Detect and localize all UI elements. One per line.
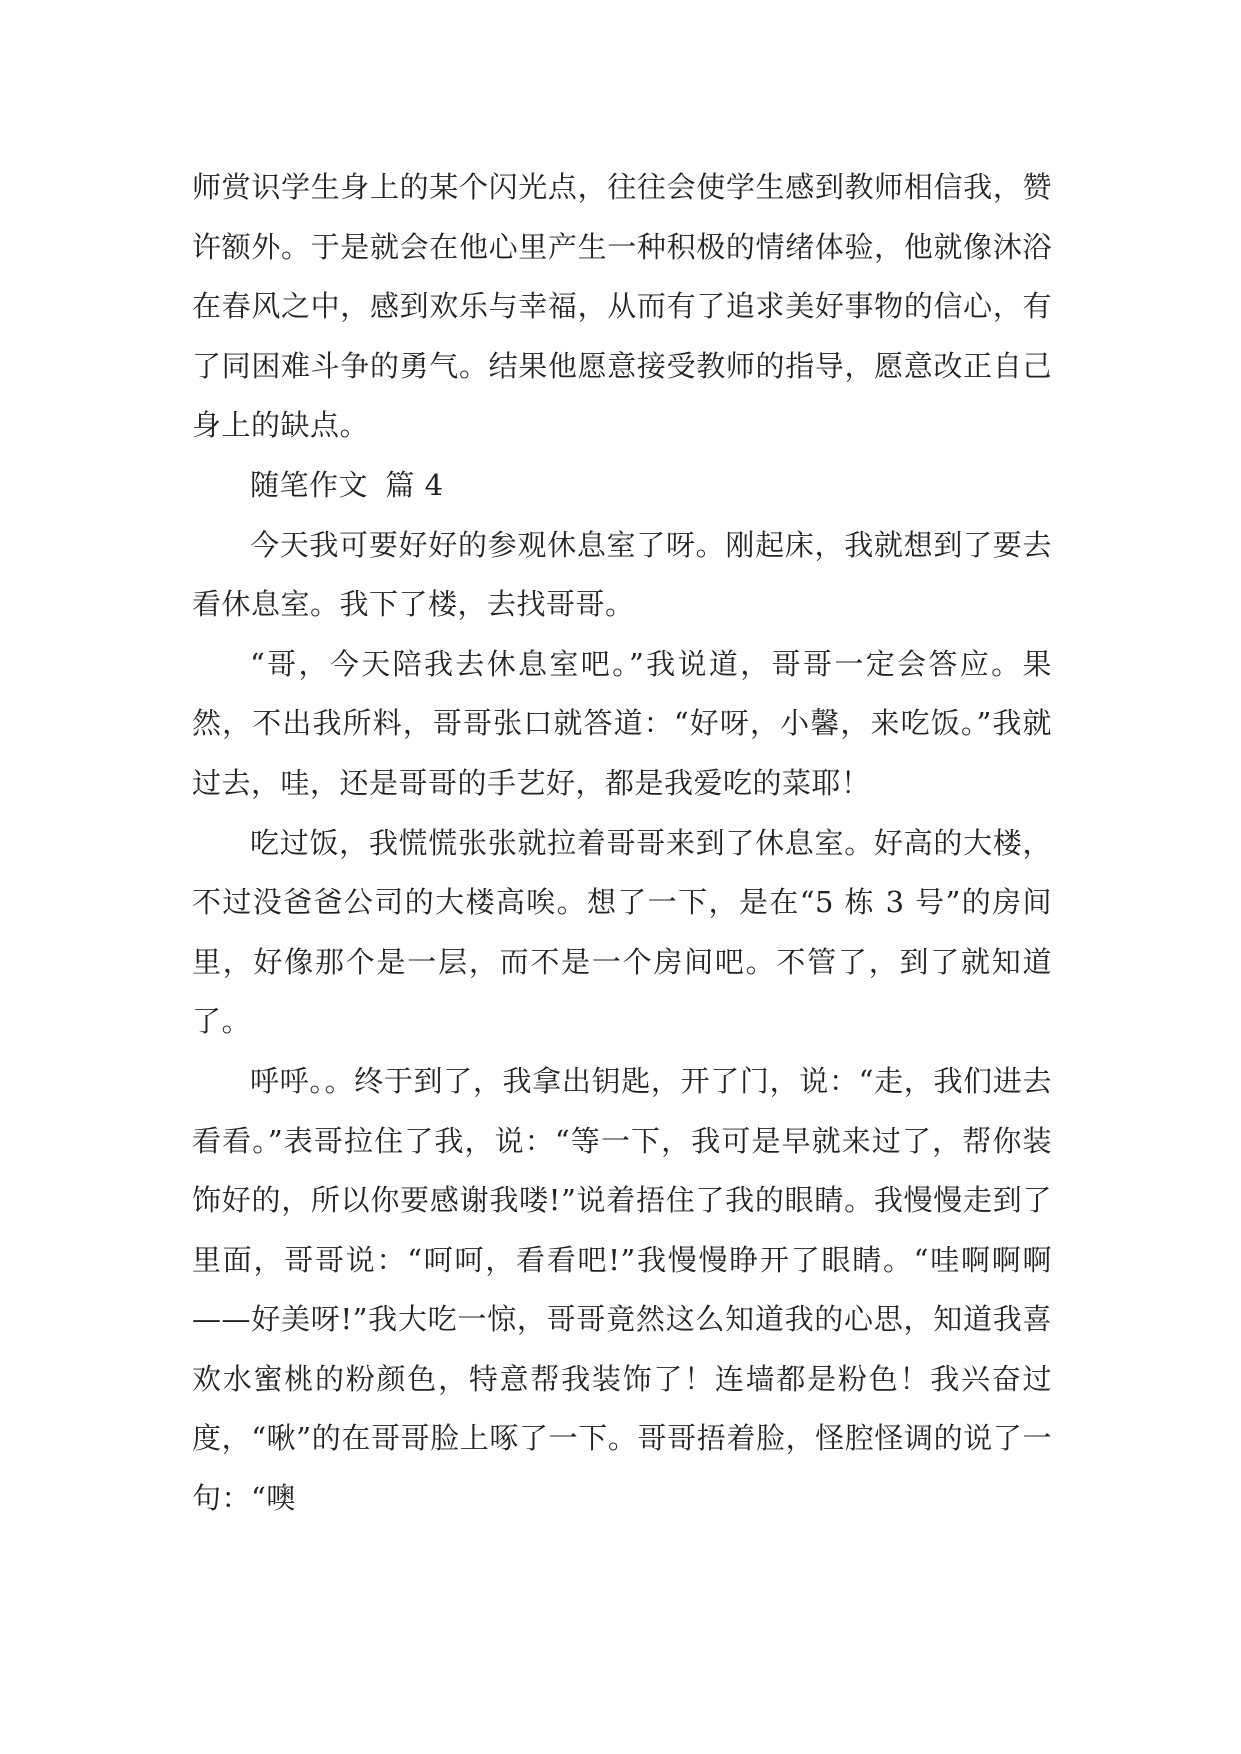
paragraph: “哥，今天陪我去休息室吧。”我说道，哥哥一定会答应。果然，不出我所料，哥哥张口就答道：“好呀，小馨，来吃饭。”我就过去，哇，还是哥哥的手艺好，都是我爱吃的菜耶！ bbox=[192, 646, 1052, 800]
paragraph: 吃过饭，我慌慌张张就拉着哥哥来到了休息室。好高的大楼，不过没爸爸公司的大楼高唉。想了一下，是在“5 栋 3 号”的房间里，好像那个是一层，而不是一个房间吧。不管了，到了就知道了。 bbox=[192, 825, 1052, 1039]
paragraph: 今天我可要好好的参观休息室了呀。刚起床，我就想到了要去看休息室。我下了楼，去找哥哥。 bbox=[192, 527, 1052, 622]
section-heading-title: 随笔作文 bbox=[250, 467, 369, 502]
section-heading-number: 篇 4 bbox=[385, 467, 444, 502]
paragraph-continued: 师赏识学生身上的某个闪光点，往往会使学生感到教师相信我，赞许额外。于是就会在他心里产生一种积极的情绪体验，他就像沐浴在春风之中，感到欢乐与幸福，从而有了追求美好事物的信心，有了同困难斗争的勇气。结果他愿意接受教师的指导，愿意改正自己身上的缺点。 bbox=[192, 170, 1052, 443]
section-heading bbox=[192, 456, 1052, 516]
paragraph: 呼呼。。终于到了，我拿出钥匙，开了门，说：“走，我们进去看看。”表哥拉住了我，说：“等一下，我可是早就来过了，帮你装饰好的，所以你要感谢我喽!”说着捂住了我的眼睛。我慢慢走到了里面，哥哥说：“呵呵，看看吧!”我慢慢睁开了眼睛。“哇啊啊啊——好美呀!”我大吃一惊，哥哥竟然这么知道我的心思，知道我喜欢水蜜桃的粉颜色，特意帮我装饰了！连墙都是粉色！我兴奋过度，“啾”的在哥哥脸上啄了一下。哥哥捂着脸，怪腔怪调的说了一句：“噢 bbox=[192, 1063, 1052, 1516]
document-body bbox=[192, 158, 1052, 1529]
